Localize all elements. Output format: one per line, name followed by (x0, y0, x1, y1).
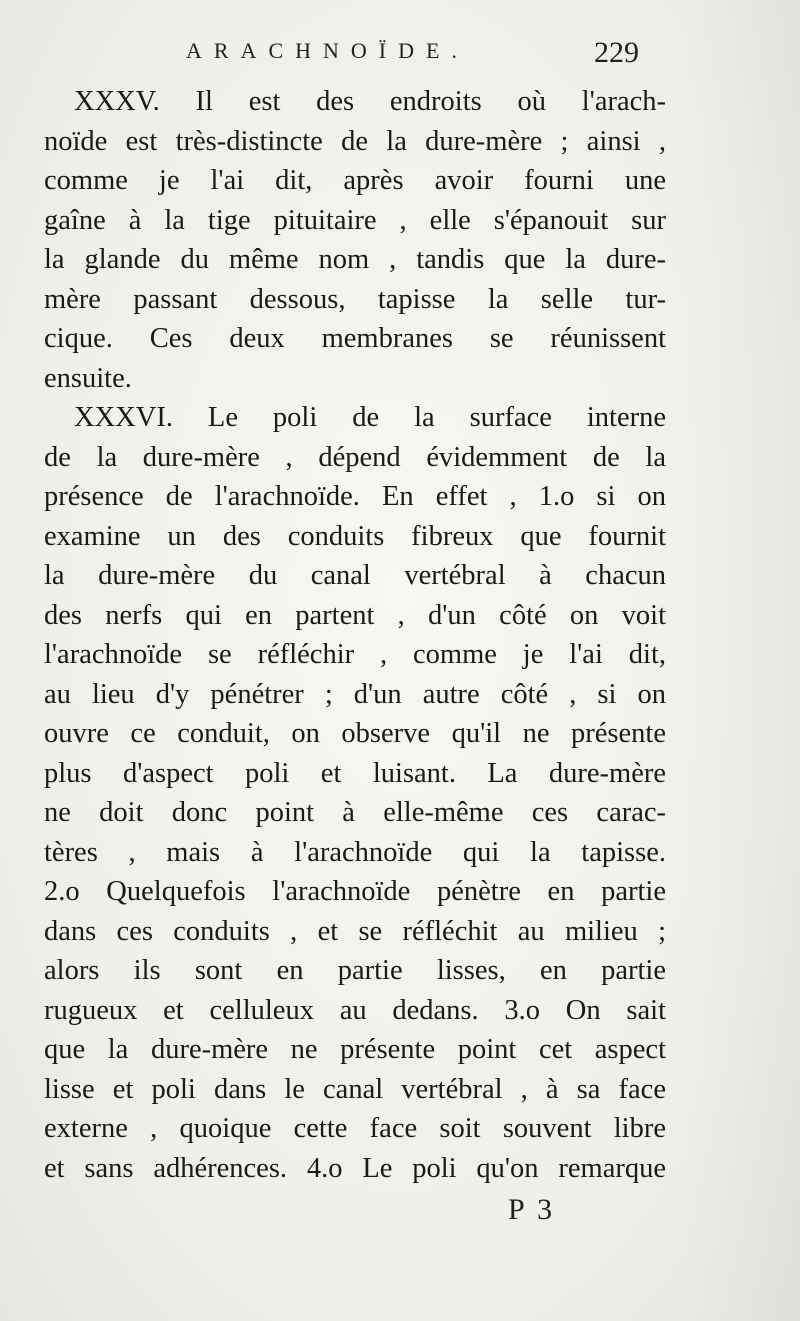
running-head: ARACHNOÏDE. (186, 38, 469, 63)
page-edge-shadow (680, 0, 800, 1321)
text-line: XXXVI. Le poli de la surface interne (74, 402, 666, 433)
text-line: ne doit donc point à elle-même ces carac- (44, 797, 666, 828)
text-line: la dure-mère du canal vertébral à chacun (44, 560, 666, 591)
text-line: comme je l'ai dit, après avoir fourni une (44, 165, 666, 196)
text-line: l'arachnoïde se réfléchir , comme je l'ai dit, (44, 639, 666, 670)
text-line: des nerfs qui en partent , d'un côté on voit (44, 599, 666, 631)
text-line: ensuite. (44, 362, 132, 394)
text-line: présence de l'arachnoïde. En effet , 1.o si on (44, 481, 666, 512)
body-text (44, 82, 666, 1188)
text-line: rugueux et celluleux au dedans. 3.o On sait (44, 994, 666, 1026)
text-line: la glande du même nom , tandis que la dure- (44, 244, 666, 275)
text-line: que la dure-mère ne présente point cet aspect (44, 1034, 666, 1065)
text-line: et sans adhérences. 4.o Le poli qu'on remarque (44, 1152, 666, 1184)
text-line: 2.o Quelquefois l'arachnoïde pénètre en partie (44, 876, 666, 907)
text-line: ouvre ce conduit, on observe qu'il ne présente (44, 718, 666, 749)
page-number: 229 (594, 36, 639, 69)
text-line: tères , mais à l'arachnoïde qui la tapisse. (44, 836, 666, 868)
text-line: mère passant dessous, tapisse la selle tur- (44, 283, 666, 315)
text-line: examine un des conduits fibreux que fournit (44, 520, 666, 552)
text-line: au lieu d'y pénétrer ; d'un autre côté , si on (44, 678, 666, 710)
text-line: externe , quoique cette face soit souvent libre (44, 1113, 666, 1144)
text-line: dans ces conduits , et se réfléchit au milieu ; (44, 915, 666, 947)
text-line: noïde est très-distincte de la dure-mère ; ainsi , (44, 125, 666, 157)
text-line: XXXV. Il est des endroits où l'arach- (74, 86, 666, 117)
text-line: plus d'aspect poli et luisant. La dure-mère (44, 757, 666, 789)
text-line: lisse et poli dans le canal vertébral , à sa face (44, 1073, 666, 1105)
text-line: alors ils sont en partie lisses, en partie (44, 955, 666, 986)
text-line: de la dure-mère , dépend évidemment de la (44, 441, 666, 473)
text-line: gaîne à la tige pituitaire , elle s'épanouit sur (44, 204, 666, 236)
text-line: cique. Ces deux membranes se réunissent (44, 323, 666, 354)
signature-mark: P 3 (508, 1193, 556, 1226)
